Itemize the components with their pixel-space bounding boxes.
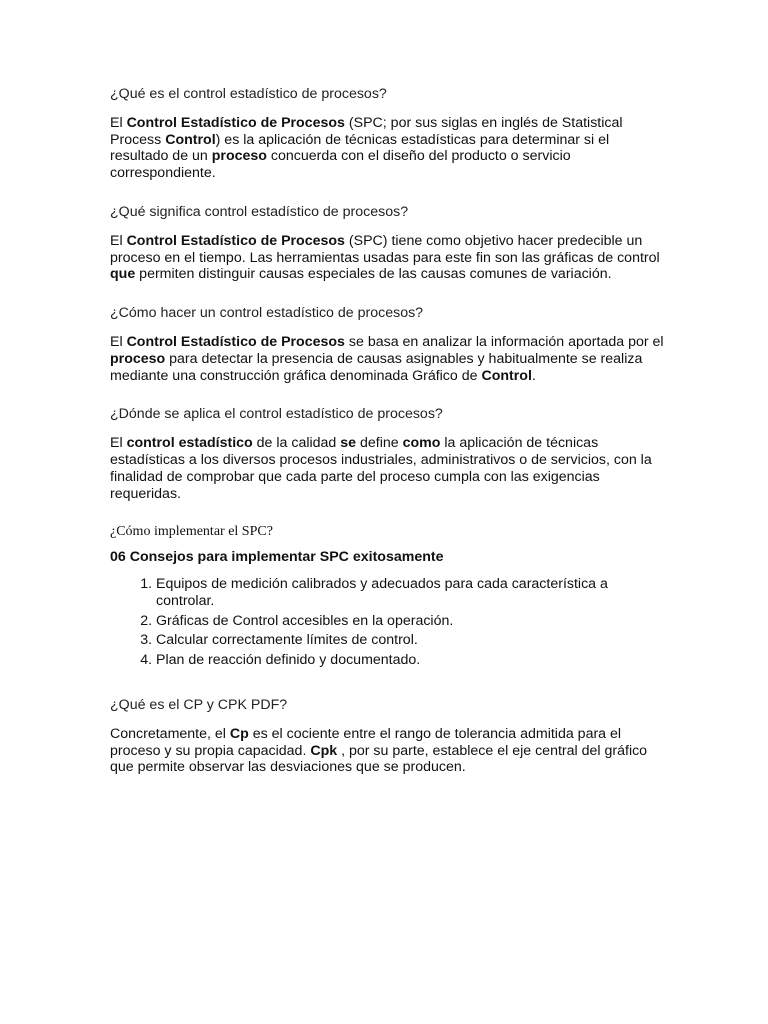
qa-sections: [110, 86, 670, 502]
section-question: ¿Cómo hacer un control estadístico de procesos?: [110, 305, 424, 322]
cp-question: ¿Qué es el CP y CPK PDF?: [110, 696, 288, 713]
document-page: [110, 86, 670, 798]
spc-tips-list: [110, 576, 670, 669]
text-run: Concretamente, el: [110, 725, 230, 742]
bold-term: que: [110, 266, 136, 283]
text-run: ) es la aplicación de técnicas estadísticas para determinar si el resultado de un: [110, 131, 610, 165]
bold-term: Control Estadístico de Procesos: [126, 114, 345, 131]
section-answer: [110, 233, 670, 283]
text-run: El: [110, 232, 127, 249]
section-question: ¿Qué significa control estadístico de procesos?: [110, 203, 409, 220]
text-run: la aplicación de técnicas estadísticas a los diversos procesos industriales, administrativos o de servicios, con la finalidad de comprobar que cada parte del proceso cumpla con las exigencias requeridas.: [110, 435, 652, 502]
spc-tip-2: 2. Gráficas de Control accesibles en la operación.: [156, 613, 670, 630]
section-question: ¿Qué es el control estadístico de procesos?: [110, 86, 387, 102]
section-question: ¿Dónde se aplica el control estadístico de procesos?: [110, 406, 443, 423]
text-run: se basa en analizar la información aportada por el: [344, 333, 664, 350]
text-run: para detectar la presencia de causas asignables y habitualmente se realiza mediante una construcción gráfica denominada Gráfico de: [110, 350, 643, 384]
text-run: , por su parte, establece el eje central del gráfico que permite observar las desviaciones que se producen.: [110, 742, 648, 776]
bold-term: proceso: [110, 350, 166, 367]
bold-term: Cpk: [310, 742, 338, 759]
text-run: El: [110, 333, 127, 350]
spc-question: ¿Cómo implementar el SPC?: [110, 524, 273, 540]
spc-heading: 06 Consejos para implementar SPC exitosamente: [110, 549, 444, 566]
text-run: concuerda con el diseño del producto o servicio correspondiente.: [110, 148, 571, 182]
bold-term: se: [340, 435, 357, 452]
bold-term: control estadístico: [126, 435, 253, 452]
text-run: es el cociente entre el rango de tolerancia admitida para el proceso y su propia capacidad.: [110, 725, 622, 759]
bold-term: proceso: [211, 148, 267, 165]
bold-term: como: [402, 435, 441, 452]
text-run: define: [356, 435, 403, 452]
text-run: (SPC) tiene como objetivo hacer predecible un proceso en el tiempo. Las herramientas usadas para este fin son las gráficas de control: [110, 232, 660, 266]
text-run: (SPC; por sus siglas en inglés de Statistical Process: [110, 114, 623, 148]
spc-tip-1: 1. Equipos de medición calibrados y adecuados para cada característica a controlar.: [156, 576, 670, 610]
section-answer: [110, 115, 670, 182]
text-run: El: [110, 435, 127, 452]
text-run: .: [531, 367, 536, 384]
text-run: permiten distinguir causas especiales de las causas comunes de variación.: [135, 266, 612, 283]
bold-term: Control Estadístico de Procesos: [126, 232, 345, 249]
spc-tip-3: 3. Calcular correctamente límites de control.: [156, 632, 670, 649]
section-answer: [110, 334, 670, 384]
cp-answer: [110, 726, 670, 776]
section-answer: [110, 435, 670, 502]
text-run: El: [110, 114, 127, 131]
bold-term: Control: [481, 367, 532, 384]
bold-term: Control Estadístico de Procesos: [126, 333, 345, 350]
text-run: de la calidad: [252, 435, 341, 452]
spc-tip-4: 4. Plan de reacción definido y documentado.: [156, 652, 670, 669]
bold-term: Control: [165, 131, 216, 148]
bold-term: Cp: [229, 725, 249, 742]
